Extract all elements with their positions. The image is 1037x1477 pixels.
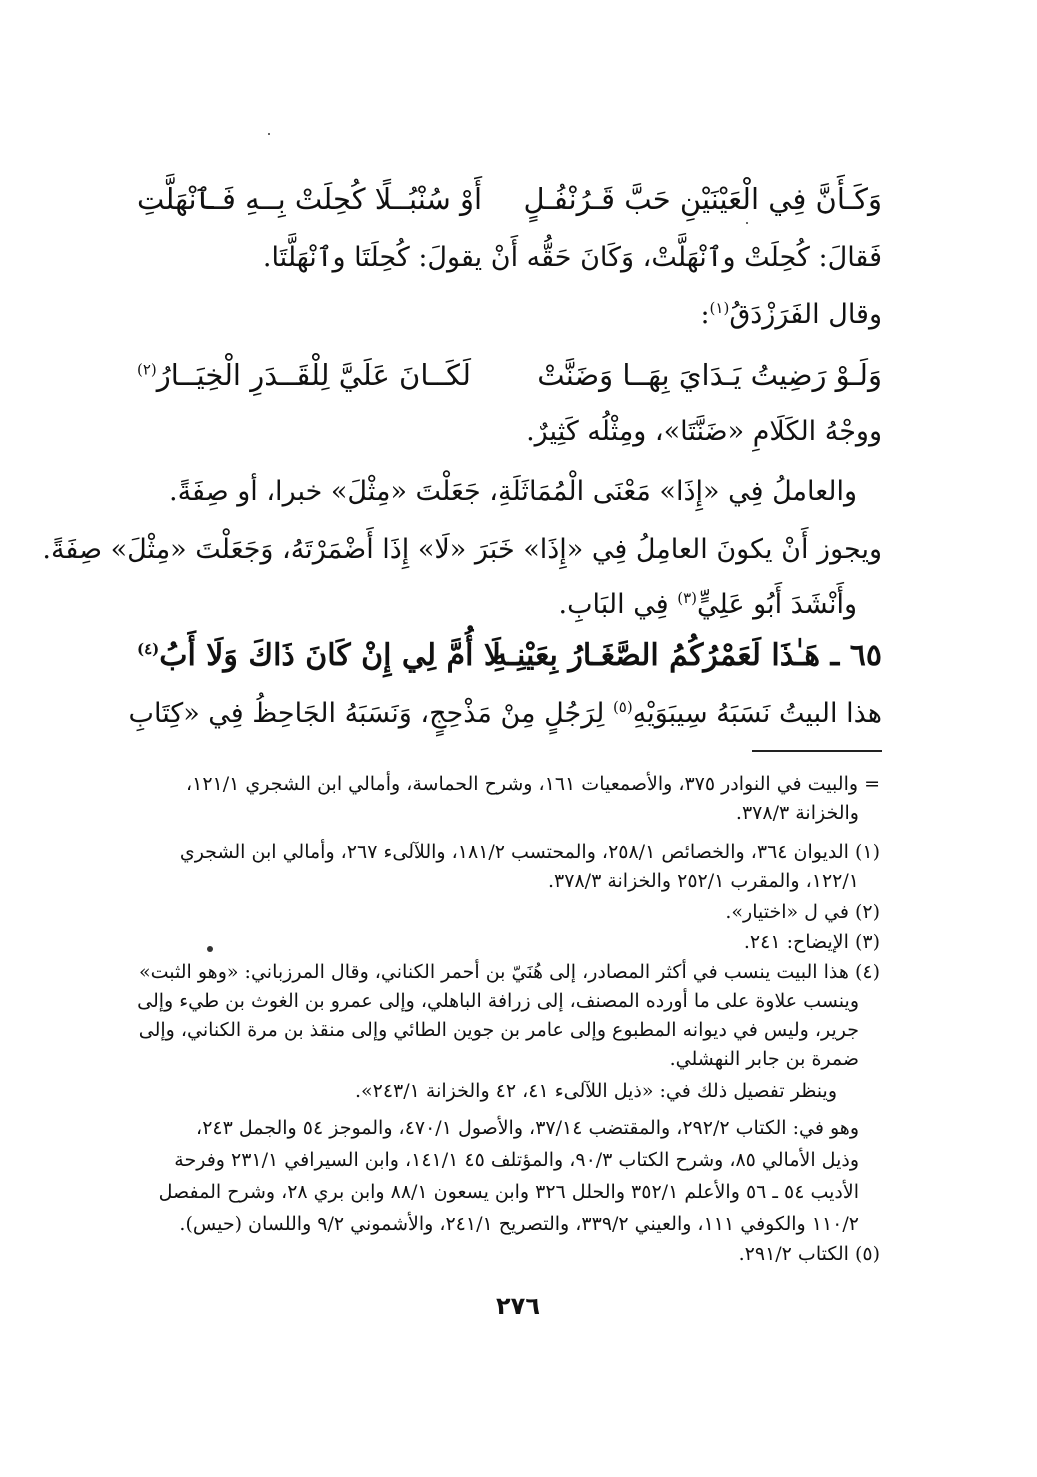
body-line-7-end: لِرَجُلٍ مِنْ مَذْحِجٍ، وَنَسَبَهُ الجَاحِظُ فِي «كِتَابِ (128, 698, 605, 729)
footnote-marker-5: (٥) (612, 698, 633, 716)
footnote-5: (٥) الكتاب ٢٩١/٢. (738, 1243, 880, 1265)
footnote-4-line-5: وينظر تفصيل ذلك في: «ذيل اللآلىء ٤١، ٤٢ والخزانة ٢٤٣/١». (354, 1080, 837, 1102)
body-line-2-end: : (700, 299, 710, 330)
body-line-3: ووجْهُ الكَلَامِ «ضَنَّتَا»، ومِثْلُه كَثِيرٌ. (526, 416, 882, 447)
verse-line-65 (137, 633, 882, 679)
verse-2-second-hemistich-text: لَكَــانَ عَلَيَّ لِلْقَــدَرِ الْخِيَــارُ (156, 358, 472, 392)
verse-number: ٦٥ ـ (830, 638, 882, 673)
ink-dot (207, 946, 213, 952)
footnote-continued-line-1: = والبيت في النوادر ٣٧٥، والأصمعيات ١٦١، وشرح الحماسة، وأمالي ابن الشجري ١٢١/١، (185, 773, 880, 795)
verse-1-second-hemistich: أَوْ سُنْبُــلًا كُحِلَتْ بِــهِ فَـٱنْهَلَّتِ (137, 182, 483, 216)
verse-65-second-hemistich-text: لَا أُمَّ لِي إِنْ كَانَ ذَاكَ وَلَا أَبُ (159, 638, 501, 673)
footnote-4-line-4: ضمرة بن جابر النهشلي. (669, 1048, 859, 1070)
footnote-2: (٢) في ل «اختيار». (725, 901, 880, 923)
footnote-4-line-3: جرير، وليس في ديوانه المطبوع وإلى عامر بن جوين الطائي وإلى منقذ بن مرة الكناني، وإلى (138, 1019, 859, 1041)
footnote-3: (٣) الإيضاح: ٢٤١. (743, 931, 880, 953)
footnote-4-line-1: (٤) هذا البيت ينسب في أكثر المصادر، إلى هُنَيّ بن أحمر الكناني، وقال المرزباني: «وهو الثبت» (139, 961, 880, 983)
footnote-4-line-8: الأديب ٥٤ ـ ٥٦ والأعلم ٣٥٢/١ والحلل ٣٢٦ وابن يسعون ٨٨/١ وابن بري ٢٨، وشرح المفصل (158, 1181, 859, 1203)
footnote-marker-1: (١) (709, 299, 730, 317)
body-line-7-start: هذا البيتُ نَسَبَهُ سِيبَوَيْهِ (632, 698, 882, 729)
verse-65-first-hemistich (492, 633, 882, 679)
footnote-marker-2: (٢) (137, 360, 157, 379)
verse-line-2 (137, 352, 882, 398)
footnote-continued-line-2: والخزانة ٣٧٨/٣. (735, 802, 859, 824)
body-line-1: فَقالَ: كُحِلَتْ وٱنْهَلَّتْ، وَكَانَ حَقُّه أَنْ يقولَ: كُحِلَتَا وٱنْهَلَّتَا. (262, 242, 882, 273)
body-line-2 (142, 295, 882, 335)
body-line-6-text: وأَنْشَدَ أَبُو عَلِيٍّ (697, 589, 857, 620)
footnote-1-line-1: (١) الديوان ٣٦٤، والخصائص ٢٥٨/١، والمحتسب ١٨١/٢، واللآلىء ٢٦٧، وأمالي ابن الشجري (179, 841, 880, 863)
body-line-7 (128, 694, 882, 734)
footnote-4-line-9: ١١٠/٢ والكوفي ١١١، والعيني ٣٣٩/٢، والتصريح ٢٤١/١، والأشموني ٩/٢ واللسان (حيس). (179, 1213, 859, 1235)
footnote-marker-3: (٣) (677, 589, 697, 607)
body-line-2-text: وقال الفَرَزْدَقُ (729, 299, 882, 330)
verse-65-second-hemistich (137, 633, 501, 679)
body-line-6-end: فِي البَابِ. (558, 589, 669, 620)
verse-2-first-hemistich: وَلَـوْ رَضِيتُ يَـدَايَ بِهَــا وَضَنَّتْ (537, 358, 882, 392)
footnote-4-line-6: وهو في: الكتاب ٢٩٢/٢، والمقتضب ٣٧/١٤، والأصول ٤٧٠/١، والموجز ٥٤ والجمل ٢٤٣، (196, 1117, 859, 1139)
footnote-marker-4: (٤) (137, 640, 160, 658)
body-line-4: والعاملُ فِي «إِذَا» مَعْنَى الْمُمَاثَلَةِ، جَعَلْتَ «مِثْلَ» خبرا، أو صِفَةً. (169, 476, 857, 507)
scan-speck (746, 222, 748, 224)
scan-speck (268, 133, 270, 135)
verse-65-first-hemistich-text: هَـٰذَا لَعَمْرُكُمُ الصَّغَـارُ بِعَيْنِـهِ (492, 638, 821, 673)
page-number: ٢٧٦ (496, 1292, 540, 1320)
footnote-separator (752, 750, 882, 752)
body-line-6 (137, 585, 857, 625)
verse-line-1 (137, 176, 882, 222)
footnote-4-line-2: وينسب علاوة على ما أورده المصنف، إلى زرافة الباهلي، وإلى عمرو بن الغوث بن طيء وإلى (137, 990, 859, 1012)
footnote-4-line-7: وذيل الأمالي ٨٥، وشرح الكتاب ٩٠/٣، والمؤتلف ٤٥ ١٤١/١، وابن السيرافي ٢٣١/١ وفرحة (174, 1149, 859, 1171)
verse-2-second-hemistich (137, 352, 471, 398)
verse-1-first-hemistich: وَكَـأَنَّ فِي الْعَيْنَيْنِ حَبَّ قَـرُنْفُـلٍ (523, 182, 882, 216)
footnote-1-line-2: ١٢٢/١، والمقرب ٢٥٢/١ والخزانة ٣٧٨/٣. (548, 870, 859, 892)
body-line-5: ويجوز أَنْ يكونَ العامِلُ فِي «إِذَا» خَبَرَ «لَا» إِذَا أَضْمَرْتَهُ، وَجَعَلْتَ «مِثْلَ» صِفَةً. (42, 534, 882, 565)
